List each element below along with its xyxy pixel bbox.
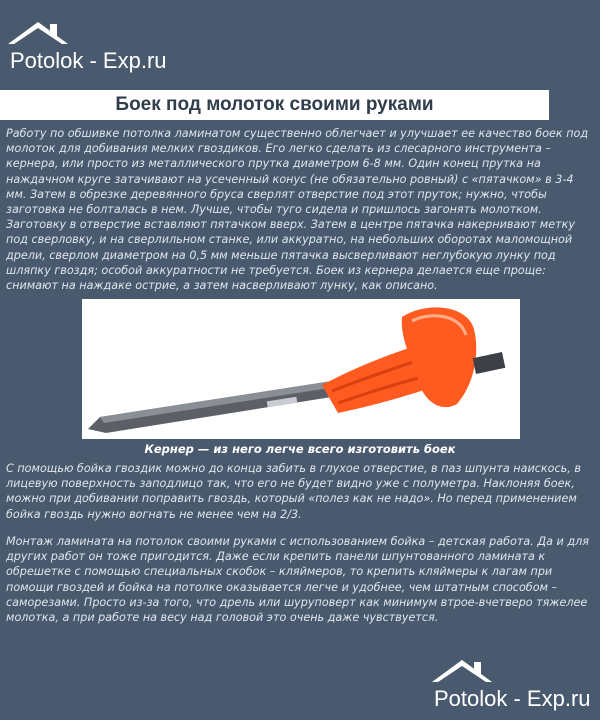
- site-logo-top[interactable]: [6, 18, 167, 73]
- center-punch-image: [82, 299, 520, 439]
- article-paragraph: Монтаж ламината на потолок своими руками с использованием бойка – детская работа. Да и для других работ он тоже пригодится. Даже если крепить панели шпунтованного ламината к обрешетке с помощью специальных скобок – кляймеров, то крепить кляймеры к лагам при помощи гвоздей и бойка на потолке оказывается легче и удобнее, чем штатным способом – саморезами. Просто из-за того, что дрель или шуруповерт как минимум втрое-вчетверо тяжелее молотка, а при работе на весу над головой это очень даже чувствуется.: [6, 535, 589, 625]
- house-roof-icon: [430, 656, 510, 688]
- article-title: Боек под молоток своими руками: [115, 94, 434, 115]
- site-logo-bottom[interactable]: [430, 656, 591, 711]
- article-title-bar: [0, 90, 549, 120]
- article-paragraph: С помощью бойка гвоздик можно до конца забить в глухое отверстие, в паз шпунта наискось, в лицевую поверхность заподлицо так, что его не будет видно уже с полуметра. Наклоняя боек, можно при добивании поправить гвоздь, который «полез как не надо». Но перед применением бойка гвоздь нужно вогнать не менее чем на 2/3.: [6, 462, 581, 521]
- center-punch-illustration: [82, 299, 520, 439]
- house-roof-icon: [6, 18, 86, 50]
- image-caption: Кернер — из него легче всего изготовить боек: [144, 442, 456, 456]
- article-paragraph: Работу по обшивке потолка ламинатом существенно облегчает и улучшает ее качество боек под молоток для добивания мелких гвоздиков. Его легко сделать из слесарного инструмента – кернера, или просто из металлического прутка диаметром 6-8 мм. Один конец прутка на наждачном круге затачивают на усеченный конус (не обязательно ровный) с «пятачком» в 3-4 мм. Затем в обрезке деревянного бруса сверлят отверстие под этот пруток; нужно, чтобы заготовка не болталась в нем. Лучше, чтобы туго сидела и пришлось загонять молотком. Заготовку в отверстие вставляют пятачком вверх. Затем в центре пятачка накернивают метку под сверловку, и на сверлильном станке, или аккуратно, на небольших оборотах маломощной дрели, сверлом диаметром на 0,5 мм меньше пятачка высверливают неглубокую лунку под шляпку гвоздя; особой аккуратности не требуется. Боек из кернера делается еще проще: снимают на наждаке острие, а затем насверливают лунку, как описано.: [6, 127, 589, 293]
- logo-text: Potolok - Exp.ru: [10, 48, 167, 73]
- logo-text: Potolok - Exp.ru: [434, 686, 591, 711]
